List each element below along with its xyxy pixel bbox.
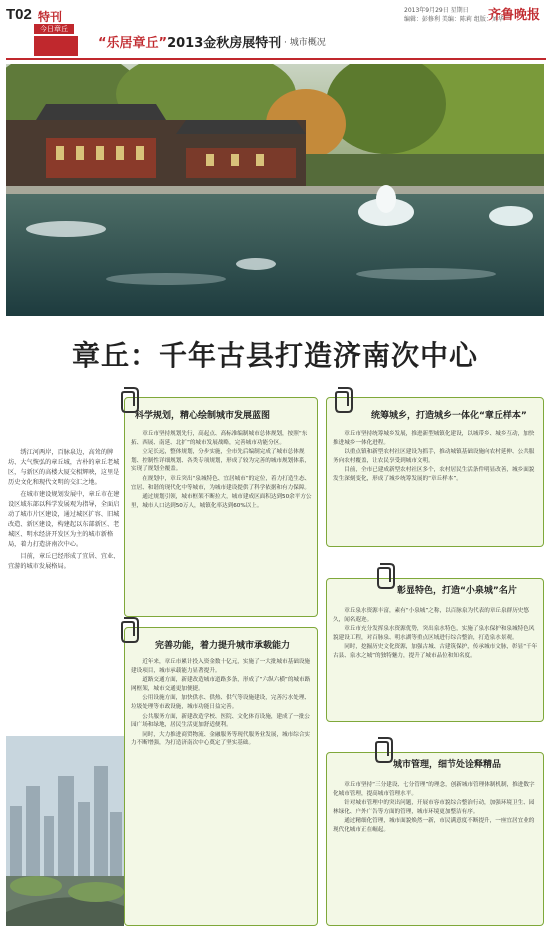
body-paragraph: 章丘市坚持统筹城乡发展，推进新型城镇化建设，以城带乡、城乡互动，加快推进城乡一体化进程。 <box>333 431 535 446</box>
body-paragraph: 公共服务方面，新建改造学校、医院、文化体育设施，建成了一批公园广场和绿地，居民生活更加舒适便利。 <box>131 713 311 729</box>
section-title: 城市管理，细节处诠释精品 <box>393 760 502 770</box>
title-rest: 2013金秋房展特刊 <box>167 36 282 51</box>
body-paragraph: 章丘市充分发挥泉水资源优势，突出泉水特色，实施了泉水保护和泉城特色风貌建设工程，对百脉泉、明水湖等重点区域进行综合整治，打造泉水景观。 <box>333 626 535 641</box>
section-label: 特刊 <box>38 10 63 24</box>
body-paragraph: 近年来，章丘市累计投入资金数十亿元，实施了一大批城市基础设施建设项目，城市承载能力显著提升。 <box>131 659 311 674</box>
special-edition-title <box>98 32 281 51</box>
body-paragraph: 同时，大力推进商贸物流、金融服务等现代服务业发展，城市综合实力不断增强，为打造济南次中心奠定了坚实基础。 <box>131 731 311 747</box>
paper-clip-icon <box>372 560 396 592</box>
body-paragraph: 通过规划引领，城市框架不断拉大，城市建成区面积达到50余平方公里，城市人口达到50万人，城镇化率达到60%以上。 <box>131 494 312 509</box>
page-number: T02 <box>6 6 32 23</box>
body-paragraph: 针对城市管理中的突出问题，开展市容市貌综合整治行动，加强环境卫生、园林绿化、户外广告等方面的管理，城市环境更加整洁有序。 <box>333 800 535 815</box>
intro-column <box>8 448 120 574</box>
section-title: 完善功能，着力提升城市承载能力 <box>155 641 291 651</box>
header-accent-bar <box>34 36 78 56</box>
section-body <box>333 430 539 544</box>
city-skyline-photo <box>6 736 124 926</box>
body-paragraph: 在规划中，章丘突出“泉城特色、宜居城市”的定位，着力打造生态、宜居、和谐的现代化中等城市，为城市建设提供了科学依据和有力保障。 <box>131 475 311 491</box>
hero-photo-illustration <box>6 64 544 316</box>
section-title: 彰显特色，打造“小泉城”名片 <box>397 586 517 596</box>
body-paragraph: 公用设施方面，加快供水、供热、供气等设施建设，完善污水处理、垃圾处理等市政设施，城市功能日益完善。 <box>131 695 311 710</box>
header-rule <box>6 58 546 60</box>
section-body <box>131 430 313 614</box>
page-header <box>0 0 550 64</box>
city-skyline-illustration <box>6 736 124 926</box>
paper-clip-icon <box>370 734 394 766</box>
sub-section-label: 今日章丘 <box>34 24 74 34</box>
intro-paragraph: 目前，章丘已经形成了宜居、宜业、宜游的城市发展格局。 <box>8 553 120 570</box>
section-box-urban-rural <box>326 397 544 547</box>
body-paragraph: 立足长远，整体规划，分步实施，全市先后编制完成了城市总体规划、控制性详细规划、各类专项规划，形成了较为完善的城市规划体系，实现了规划全覆盖。 <box>131 449 311 473</box>
body-paragraph: 以重点镇和新型农村社区建设为抓手，推动城镇基础设施向农村延伸、公共服务向农村覆盖，让农民享受到城市文明。 <box>333 449 535 464</box>
section-body <box>333 781 539 923</box>
body-paragraph: 目前，全市已建成新型农村社区多个，农村居民生活条件明显改善，城乡面貌发生深刻变化，形成了城乡统筹发展的“章丘样本”。 <box>333 467 535 482</box>
paper-clip-icon <box>330 384 354 416</box>
paper-clip-icon <box>116 384 140 416</box>
main-headline: 章丘：千年古县打造济南次中心 <box>71 339 478 372</box>
section-box-functions <box>124 627 318 926</box>
body-paragraph: 章丘市坚持“三分建设、七分管理”的理念，创新城市管理体制机制，推进数字化城市管理，提高城市管理水平。 <box>333 782 535 797</box>
body-paragraph: 章丘市坚持规划先行，高起点、高标准编制城市总体规划，按照“东拓、西展、南延、北扩”的城市发展战略，完善城市功能分区。 <box>131 431 308 446</box>
intro-paragraph: 绣江河两岸，百脉泉边，高耸的牌坊、大气恢弘的章丘城，古朴的章丘老城区，与新区的高楼大厦交相辉映，这里是历史文化和现代文明的交汇之地。 <box>8 449 120 486</box>
body-paragraph: 同时，挖掘历史文化资源，加强古城、古建筑保护，传承城市文脉，彰显“千年古县、泉水之城”的独特魅力，提升了城市品位和知名度。 <box>333 644 538 659</box>
editor-credits: 编辑：彭修利 美编：陈莉 组版：刘华 <box>404 16 504 23</box>
intro-paragraph: 在城市建设规划发展中，章丘市在建设区域东部以科学发展观为指导，全面启动了城市片区建设，通过城区扩容、旧城改造、新区建设，构建起以东部新区、老城区、明水经济开发区为主的城市新格局，着力打造济南次中心。 <box>8 491 120 548</box>
title-suffix: · 城市概况 <box>284 38 326 48</box>
section-title: 科学规划，精心绘制城市发展蓝图 <box>135 411 271 421</box>
issue-date: 2013年9月29日 星期日 <box>404 7 469 14</box>
newspaper-logo: 齐鲁晚报 <box>488 8 541 23</box>
body-paragraph: 章丘泉水资源丰富，素有“小泉城”之称，以百脉泉为代表的章丘泉群历史悠久，闻名遐迩。 <box>333 608 529 623</box>
section-box-city-management <box>326 752 544 926</box>
section-body <box>131 658 313 922</box>
paper-clip-icon <box>116 614 140 646</box>
hero-photo-spring-pavilion <box>6 64 544 316</box>
section-box-spring-city <box>326 578 544 722</box>
section-body <box>333 607 539 719</box>
section-box-planning <box>124 397 318 617</box>
body-paragraph: 通过精细化管理，城市面貌焕然一新，市民满意度不断提升，一座宜居宜业的现代化城市正在崛起。 <box>333 818 535 833</box>
body-paragraph: 道路交通方面，新建改造城市道路多条，形成了“六纵六横”的城市路网框架，城市交通更加便捷。 <box>131 677 311 692</box>
title-highlight: “乐居章丘” <box>98 36 168 51</box>
section-title: 统筹城乡，打造城乡一体化“章丘样本” <box>371 411 527 421</box>
